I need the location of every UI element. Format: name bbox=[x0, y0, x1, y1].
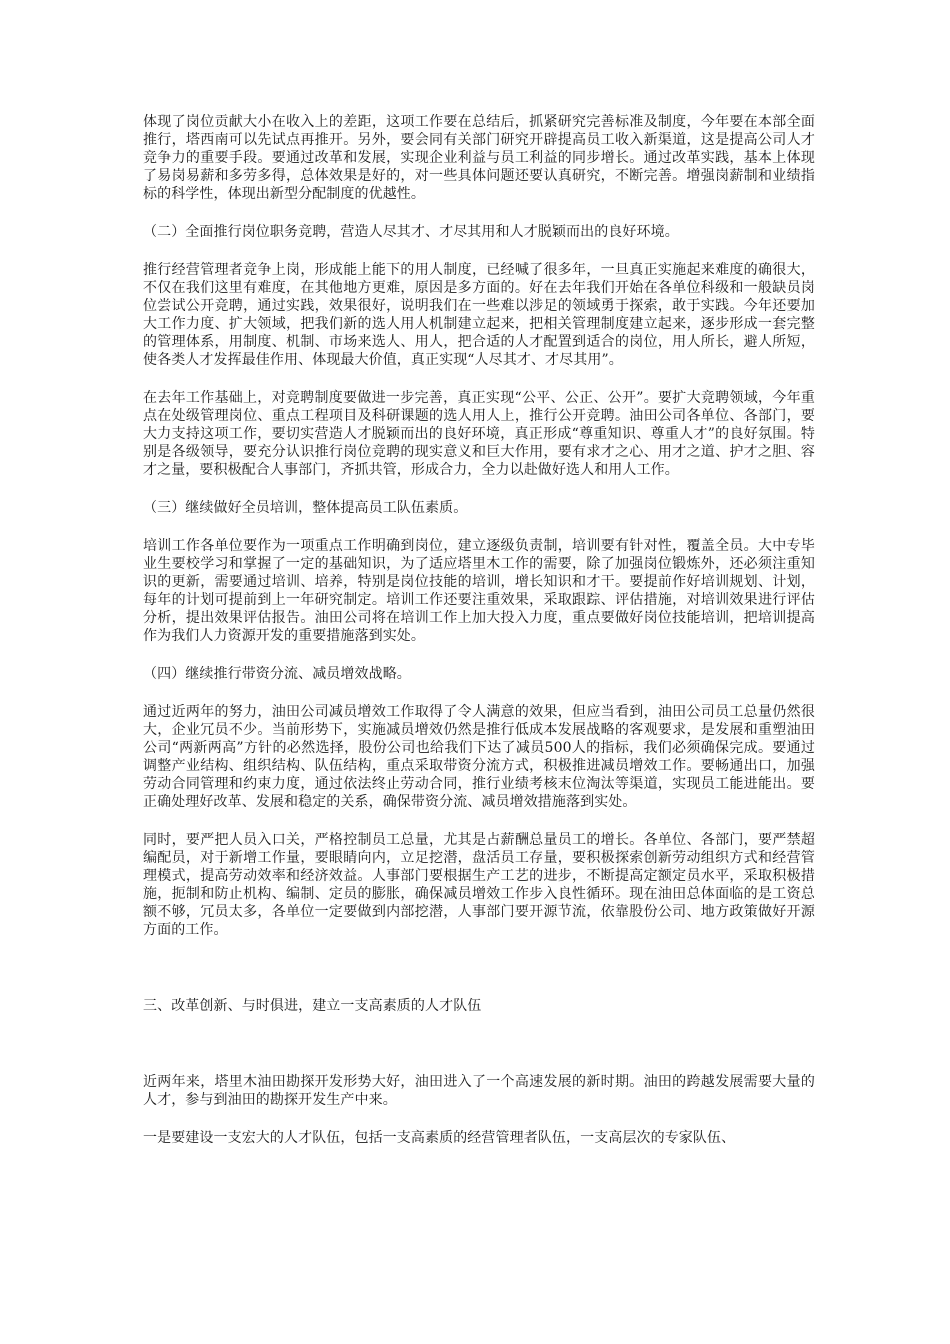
paragraph-staff-control: 同时，要严把人员入口关，严格控制员工总量，尤其是占薪酬总量员工的增长。各单位、各部门，要严禁超编配员，对于新增工作量，要眼睛向内，立足挖潜，盘活员工存量，要积极探索创新劳动组织方式和经营管理模式，提高劳动效率和经济效益。人事部门要根据生产工艺的进步，不断提高定额定员水平，采取积极措施，扼制和防止机构、编制、定员的膨胀，确保减员增效工作步入良性循环。现在油田总体面临的是工资总额不够，冗员太多，各单位一定要做到内部挖潜，人事部门要开源节流，依靠股份公司、地方政策做好开源方面的工作。 bbox=[143, 832, 815, 938]
paragraph-staff-reduction: 通过近两年的努力，油田公司减员增效工作取得了令人满意的效果，但应当看到，油田公司员工总量仍然很大，企业冗员不少。当前形势下，实施减员增效仍然是推行低成本发展战略的客观要求，是发展和重塑油田公司“两新两高”方针的必然选择，股份公司也给我们下达了减员500人的指标，我们必须确保完成。要通过调整产业结构、组织结构、队伍结构，重点采取带资分流方式，积极推进减员增效工作。要畅通出口，加强劳动合同管理和约束力度，通过依法终止劳动合同，推行业绩考核末位淘汰等渠道，实现员工能进能出。要正确处理好改革、发展和稳定的关系，确保带资分流、减员增效措施落到实处。 bbox=[143, 704, 815, 810]
paragraph-talent-team: 一是要建设一支宏大的人才队伍，包括一支高素质的经营管理者队伍，一支高层次的专家队伍、 bbox=[143, 1130, 736, 1146]
paragraph-competitive-posts: 推行经营管理者竞争上岗，形成能上能下的用人制度，已经喊了很多年，一旦真正实施起来难度的确很大，不仅在我们这里有难度，在其他地方更难，原因是多方面的。好在去年我们开始在各单位科级和一般缺员岗位尝试公开竞聘，通过实践，效果很好，说明我们在一些难以涉足的领域勇于探索，敢于实践。今年还要加大工作力度、扩大领域，把我们新的选人用人机制建立起来，把相关管理制度建立起来，逐步形成一套完整的管理体系，用制度、机制、市场来选人、用人，把合适的人才配置到适合的岗位，用人所长，避人所短，使各类人才发挥最佳作用、体现最大价值，真正实现“人尽其才、才尽其用”。 bbox=[143, 262, 815, 368]
section-heading-2: （二）全面推行岗位职务竞聘，营造人尽其才、才尽其用和人才脱颖而出的良好环境。 bbox=[143, 224, 679, 240]
paragraph-competition-system: 在去年工作基础上，对竞聘制度要做进一步完善，真正实现“公平、公正、公开”。要扩大竞聘领域，今年重点在处级管理岗位、重点工程项目及科研课题的选人用人上，推行公开竞聘。油田公司各单位、各部门，要大力支持这项工作，要切实营造人才脱颖而出的良好环境，真正形成“尊重知识、尊重人才”的良好氛围。特别是各级领导，要充分认识推行岗位竞聘的现实意义和巨大作用，要有求才之心、用才之道、护才之胆、容才之量，要积极配合人事部门，齐抓共管，形成合力，全力以赴做好选人和用人工作。 bbox=[143, 390, 815, 478]
section-heading-4: （四）继续推行带资分流、减员增效战略。 bbox=[143, 666, 411, 682]
chapter-heading-3: 三、改革创新、与时俱进，建立一支高素质的人才队伍 bbox=[143, 998, 482, 1014]
paragraph-development: 近两年来，塔里木油田勘探开发形势大好，油田进入了一个高速发展的新时期。油田的跨越发展需要大量的人才，参与到油田的勘探开发生产中来。 bbox=[143, 1074, 815, 1108]
document-page bbox=[143, 113, 815, 1147]
section-heading-3: （三）继续做好全员培训，整体提高员工队伍素质。 bbox=[143, 500, 468, 516]
paragraph-salary-reform: 体现了岗位贡献大小在收入上的差距，这项工作要在总结后，抓紧研究完善标准及制度，今年要在本部全面推行，塔西南可以先试点再推开。另外，要会同有关部门研究开辟提高员工收入新渠道，这是提高公司人才竞争力的重要手段。要通过改革和发展，实现企业利益与员工利益的同步增长。通过改革实践，基本上体现了易岗易薪和多劳多得，总体效果是好的，对一些具体问题还要认真研究，不断完善。增强岗薪制和业绩指标的科学性，体现出新型分配制度的优越性。 bbox=[143, 114, 815, 202]
paragraph-training: 培训工作各单位要作为一项重点工作明确到岗位，建立逐级负责制，培训要有针对性，覆盖全员。大中专毕业生要校学习和掌握了一定的基础知识，为了适应塔里木工作的需要，除了加强岗位锻炼外，还必须注重知识的更新，需要通过培训、培养，特别是岗位技能的培训，增长知识和才干。要提前作好培训规划、计划，每年的计划可提前到上一年研究制定。培训工作还要注重效果，采取跟踪、评估措施，对培训效果进行评估分析，提出效果评估报告。油田公司将在培训工作上加大投入力度，重点要做好岗位技能培训，把培训提高作为我们人力资源开发的重要措施落到实处。 bbox=[143, 538, 815, 644]
